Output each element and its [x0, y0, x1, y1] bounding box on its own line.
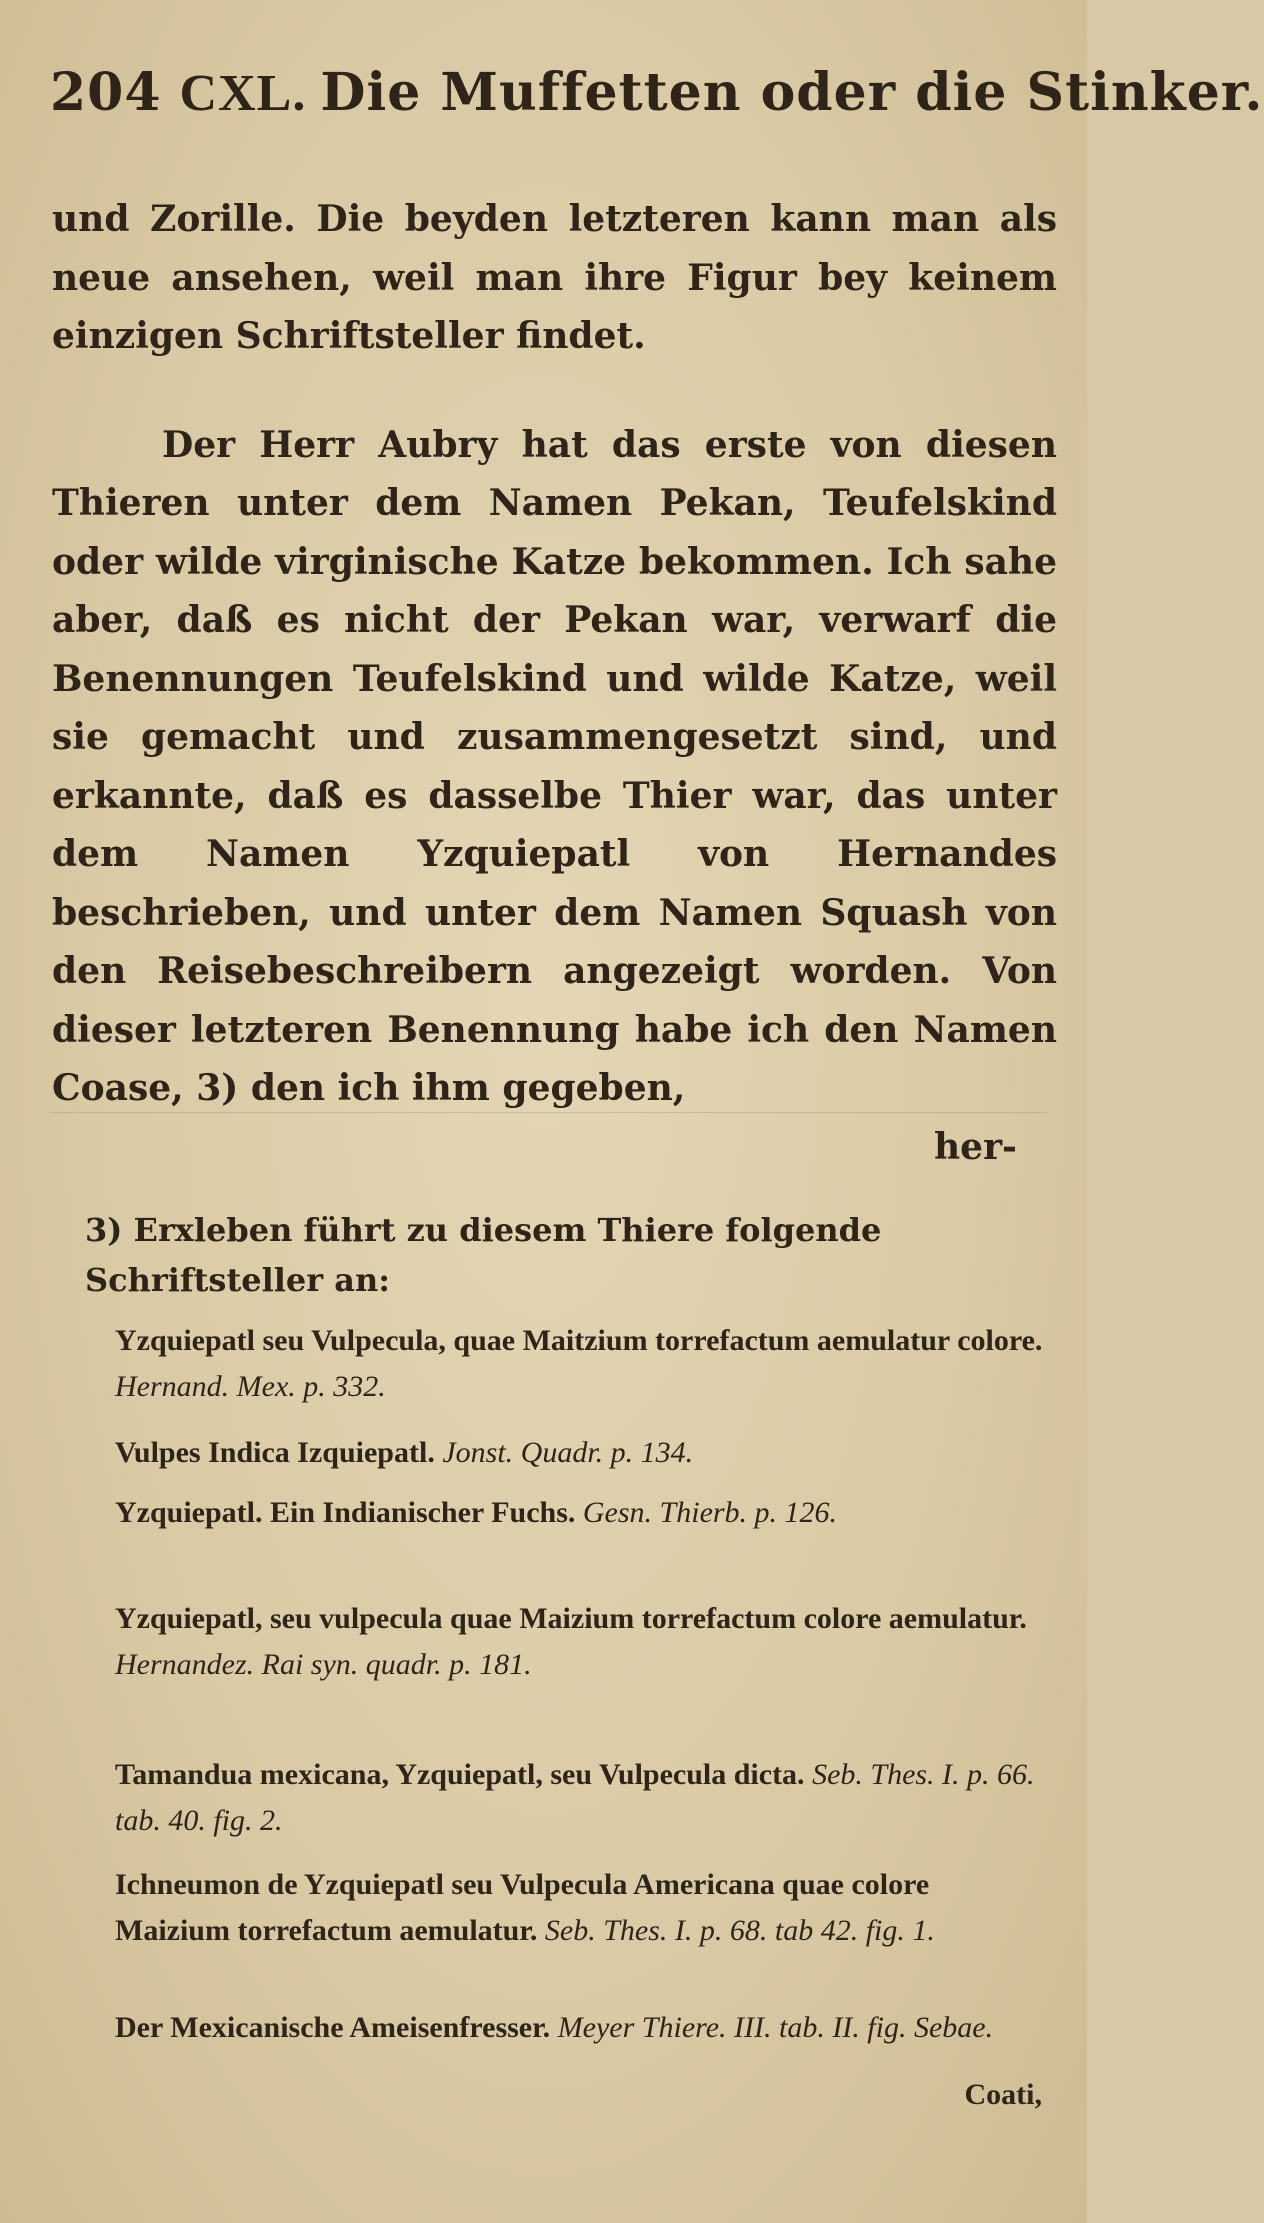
chapter-title: Die Muffetten oder die Stinker.	[320, 62, 1264, 123]
catchword: Coati,	[964, 2078, 1042, 2111]
footnote-entry: Yzquiepatl seu Vulpecula, quae Maitzium torrefactum aemulatur colore. Hernand. Mex. p. 332.	[115, 1324, 1043, 1403]
footnote-entry: Tamandua mexicana, Yzquiepatl, seu Vulpecula dicta. Seb. Thes. I. p. 66. tab. 40. fig. 2.	[115, 1758, 1035, 1837]
footnote-entry: Yzquiepatl, seu vulpecula quae Maizium torrefactum colore aemulatur. Hernandez. Rai syn. quadr. p. 181.	[115, 1602, 1027, 1681]
main-text	[52, 190, 1057, 1176]
footnote-entry: Vulpes Indica Izquiepatl. Jonst. Quadr. p. 134.	[115, 1436, 694, 1469]
page-number: 204	[50, 62, 162, 123]
section-number: CXL.	[179, 65, 307, 122]
hyphen-continuation: her-	[934, 1125, 1017, 1168]
paragraph-1: und Zorille. Die beyden letzteren kann man als neue ansehen, weil man ihre Figur bey keinem einzigen Schriftsteller findet.	[52, 198, 1057, 357]
footnote-entry: Ichneumon de Yzquiepatl seu Vulpecula Americana quae colore Maizium torrefactum aemulatur. Seb. Thes. I. p. 68. tab 42. fig. 1.	[115, 1868, 935, 1947]
footnote-entry: Der Mexicanische Ameisenfresser. Meyer Thiere. III. tab. II. fig. Sebae.	[115, 2011, 994, 2044]
footnote-intro: 3) Erxleben führt zu diesem Thiere folgende Schriftsteller an:	[85, 1211, 882, 1299]
footnote-divider	[50, 1112, 1047, 1113]
paragraph-2: Der Herr Aubry hat das erste von diesen Thieren unter dem Namen Pekan, Teufelskind oder wilde virginische Katze bekommen. Ich sahe aber, daß es nicht der Pekan war, verwarf die Benennungen Teufelskind und wilde Katze, weil sie gemacht und zusammengesetzt sind, und erkannte, daß es dasselbe Thier war, das unter dem Namen Yzquiepatl von Hernandes beschrieben, und unter dem Namen Squash von den Reisebeschreibern angezeigt worden. Von dieser letzteren Benennung habe ich den Namen Coase, 3) den ich ihm gegeben,	[52, 423, 1057, 1109]
running-header	[50, 62, 1264, 123]
footnote-entry: Yzquiepatl. Ein Indianischer Fuchs. Gesn. Thierb. p. 126.	[115, 1496, 838, 1529]
